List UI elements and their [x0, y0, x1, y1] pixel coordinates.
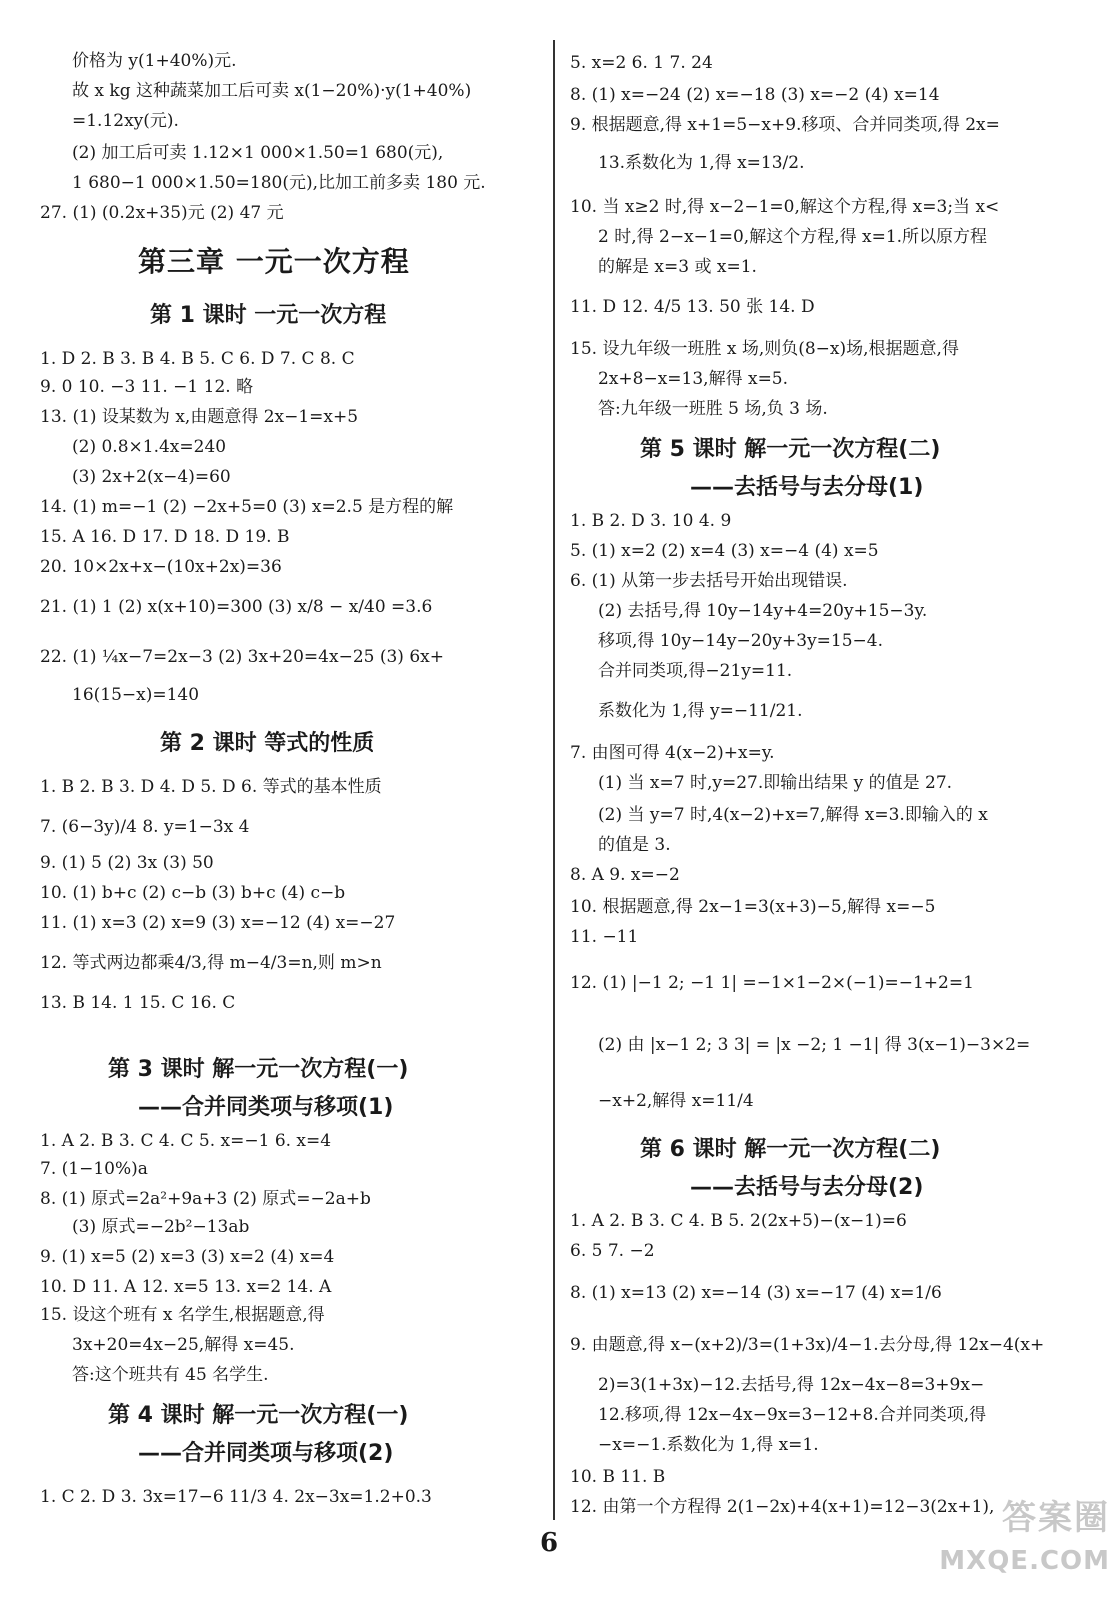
answer-line: 1. B 2. B 3. D 4. D 5. D 6. 等式的基本性质: [40, 777, 382, 797]
section-heading: 第 5 课时 解一元一次方程(二): [640, 437, 941, 462]
answer-line: 9. (1) x=5 (2) x=3 (3) x=2 (4) x=4: [40, 1247, 335, 1267]
answer-line: (2) 当 y=7 时,4(x−2)+x=7,解得 x=3.即输入的 x: [598, 805, 988, 825]
answer-line: 10. (1) b+c (2) c−b (3) b+c (4) c−b: [40, 883, 346, 903]
answer-line: 27. (1) (0.2x+35)元 (2) 47 元: [40, 203, 284, 223]
answer-line: −x=−1.系数化为 1,得 x=1.: [598, 1435, 819, 1455]
section-heading: ——去括号与去分母(2): [690, 1175, 924, 1200]
answer-line: 10. 根据题意,得 2x−1=3(x+3)−5,解得 x=−5: [570, 897, 936, 917]
answer-line: 1. B 2. D 3. 10 4. 9: [570, 511, 732, 531]
section-heading: ——合并同类项与移项(2): [138, 1441, 394, 1466]
answer-line: 12.移项,得 12x−4x−9x=3−12+8.合并同类项,得: [598, 1405, 987, 1425]
answer-line: 8. (1) 原式=2a²+9a+3 (2) 原式=−2a+b: [40, 1189, 371, 1209]
answer-line: (2) 加工后可卖 1.12×1 000×1.50=1 680(元),: [72, 143, 444, 163]
answer-line: (2) 0.8×1.4x=240: [72, 437, 227, 457]
answer-line: 9. 0 10. −3 11. −1 12. 略: [40, 377, 254, 397]
watermark-logo: [920, 1490, 1110, 1590]
answer-line: 1. A 2. B 3. C 4. B 5. 2(2x+5)−(x−1)=6: [570, 1211, 907, 1231]
answer-line: 7. 由图可得 4(x−2)+x=y.: [570, 743, 775, 763]
answer-line: 2)=3(1+3x)−12.去括号,得 12x−4x−8=3+9x−: [598, 1375, 985, 1395]
answer-line: 5. (1) x=2 (2) x=4 (3) x=−4 (4) x=5: [570, 541, 879, 561]
answer-line: 移项,得 10y−14y−20y+3y=15−4.: [598, 631, 884, 651]
section-heading: ——合并同类项与移项(1): [138, 1095, 394, 1120]
answer-line: 13. B 14. 1 15. C 16. C: [40, 993, 236, 1013]
answer-line: 答:这个班共有 45 名学生.: [72, 1365, 269, 1385]
answer-line: 8. (1) x=13 (2) x=−14 (3) x=−17 (4) x=1/6: [570, 1283, 942, 1303]
answer-line: 价格为 y(1+40%)元.: [72, 51, 237, 71]
column-divider: [553, 40, 555, 1520]
answer-line: (2) 去括号,得 10y−14y+4=20y+15−3y.: [598, 601, 928, 621]
answer-line: 5. x=2 6. 1 7. 24: [570, 53, 713, 73]
answer-line: (2) 由 |x−1 2; 3 3| = |x −2; 1 −1| 得 3(x−1)−3×2=: [598, 1035, 1031, 1055]
answer-line: 16(15−x)=140: [72, 685, 200, 705]
answer-line: 21. (1) 1 (2) x(x+10)=300 (3) x/8 − x/40 =3.6: [40, 597, 433, 617]
answer-line: 答:九年级一班胜 5 场,负 3 场.: [598, 399, 828, 419]
answer-line: 系数化为 1,得 y=−11/21.: [598, 701, 803, 721]
answer-line: 15. 设九年级一班胜 x 场,则负(8−x)场,根据题意,得: [570, 339, 959, 359]
section-heading: 第三章 一元一次方程: [138, 245, 410, 278]
answer-line: 2 时,得 2−x−1=0,解这个方程,得 x=1.所以原方程: [598, 227, 988, 247]
answer-line: 10. B 11. B: [570, 1467, 666, 1487]
answer-line: 的值是 3.: [598, 835, 671, 855]
answer-line: 11. −11: [570, 927, 639, 947]
answer-line: 故 x kg 这种蔬菜加工后可卖 x(1−20%)·y(1+40%): [72, 81, 472, 101]
section-heading: 第 2 课时 等式的性质: [160, 731, 375, 756]
answer-line: (1) 当 x=7 时,y=27.即输出结果 y 的值是 27.: [598, 773, 953, 793]
answer-line: 13. (1) 设某数为 x,由题意得 2x−1=x+5: [40, 407, 359, 427]
answer-line: 10. 当 x≥2 时,得 x−2−1=0,解这个方程,得 x=3;当 x<: [570, 197, 1000, 217]
watermark-text: 答案圈: [1002, 1498, 1110, 1538]
answer-line: 11. (1) x=3 (2) x=9 (3) x=−12 (4) x=−27: [40, 913, 396, 933]
answer-line: 12. 等式两边都乘4/3,得 m−4/3=n,则 m>n: [40, 953, 382, 973]
answer-line: 20. 10×2x+x−(10x+2x)=36: [40, 557, 282, 577]
section-heading: 第 3 课时 解一元一次方程(一): [108, 1057, 409, 1082]
answer-line: 6. (1) 从第一步去括号开始出现错误.: [570, 571, 848, 591]
answer-line: 9. 由题意,得 x−(x+2)/3=(1+3x)/4−1.去分母,得 12x−4(x+: [570, 1335, 1045, 1355]
answer-line: 15. A 16. D 17. D 18. D 19. B: [40, 527, 290, 547]
page-number: 6: [540, 1528, 559, 1558]
section-heading: 第 1 课时 一元一次方程: [150, 303, 387, 328]
answer-line: 10. D 11. A 12. x=5 13. x=2 14. A: [40, 1277, 332, 1297]
answer-line: 7. (6−3y)/4 8. y=1−3x 4: [40, 817, 250, 837]
answer-line: 7. (1−10%)a: [40, 1159, 148, 1179]
answer-line: 3x+20=4x−25,解得 x=45.: [72, 1335, 295, 1355]
answer-line: 13.系数化为 1,得 x=13/2.: [598, 153, 805, 173]
answer-line: 11. D 12. 4/5 13. 50 张 14. D: [570, 297, 815, 317]
answer-line: 1 680−1 000×1.50=180(元),比加工前多卖 180 元.: [72, 173, 486, 193]
answer-line: (3) 2x+2(x−4)=60: [72, 467, 231, 487]
answer-line: 1. A 2. B 3. C 4. C 5. x=−1 6. x=4: [40, 1131, 332, 1151]
answer-line: =1.12xy(元).: [72, 111, 179, 131]
section-heading: 第 4 课时 解一元一次方程(一): [108, 1403, 409, 1428]
answer-line: 的解是 x=3 或 x=1.: [598, 257, 757, 277]
answer-line: 12. 由第一个方程得 2(1−2x)+4(x+1)=12−3(2x+1),: [570, 1497, 995, 1517]
section-heading: 第 6 课时 解一元一次方程(二): [640, 1137, 941, 1162]
answer-line: 1. D 2. B 3. B 4. B 5. C 6. D 7. C 8. C: [40, 349, 355, 369]
answer-line: (3) 原式=−2b²−13ab: [72, 1217, 250, 1237]
answer-line: 8. (1) x=−24 (2) x=−18 (3) x=−2 (4) x=14: [570, 85, 940, 105]
answer-line: 14. (1) m=−1 (2) −2x+5=0 (3) x=2.5 是方程的解: [40, 497, 454, 517]
answer-line: 9. 根据题意,得 x+1=5−x+9.移项、合并同类项,得 2x=: [570, 115, 1000, 135]
answer-line: 9. (1) 5 (2) 3x (3) 50: [40, 853, 214, 873]
answer-line: 12. (1) |−1 2; −1 1| =−1×1−2×(−1)=−1+2=1: [570, 973, 974, 993]
answer-line: 6. 5 7. −2: [570, 1241, 655, 1261]
section-heading: ——去括号与去分母(1): [690, 475, 924, 500]
answer-line: −x+2,解得 x=11/4: [598, 1091, 754, 1111]
answer-line: 2x+8−x=13,解得 x=5.: [598, 369, 789, 389]
watermark-url: MXQE.COM: [939, 1546, 1110, 1576]
answer-line: 1. C 2. D 3. 3x=17−6 11/3 4. 2x−3x=1.2+0.3: [40, 1487, 432, 1507]
answer-line: 15. 设这个班有 x 名学生,根据题意,得: [40, 1305, 325, 1325]
answer-line: 合并同类项,得−21y=11.: [598, 661, 793, 681]
answer-line: 8. A 9. x=−2: [570, 865, 680, 885]
answer-line: 22. (1) ¼x−7=2x−3 (2) 3x+20=4x−25 (3) 6x+: [40, 647, 444, 667]
